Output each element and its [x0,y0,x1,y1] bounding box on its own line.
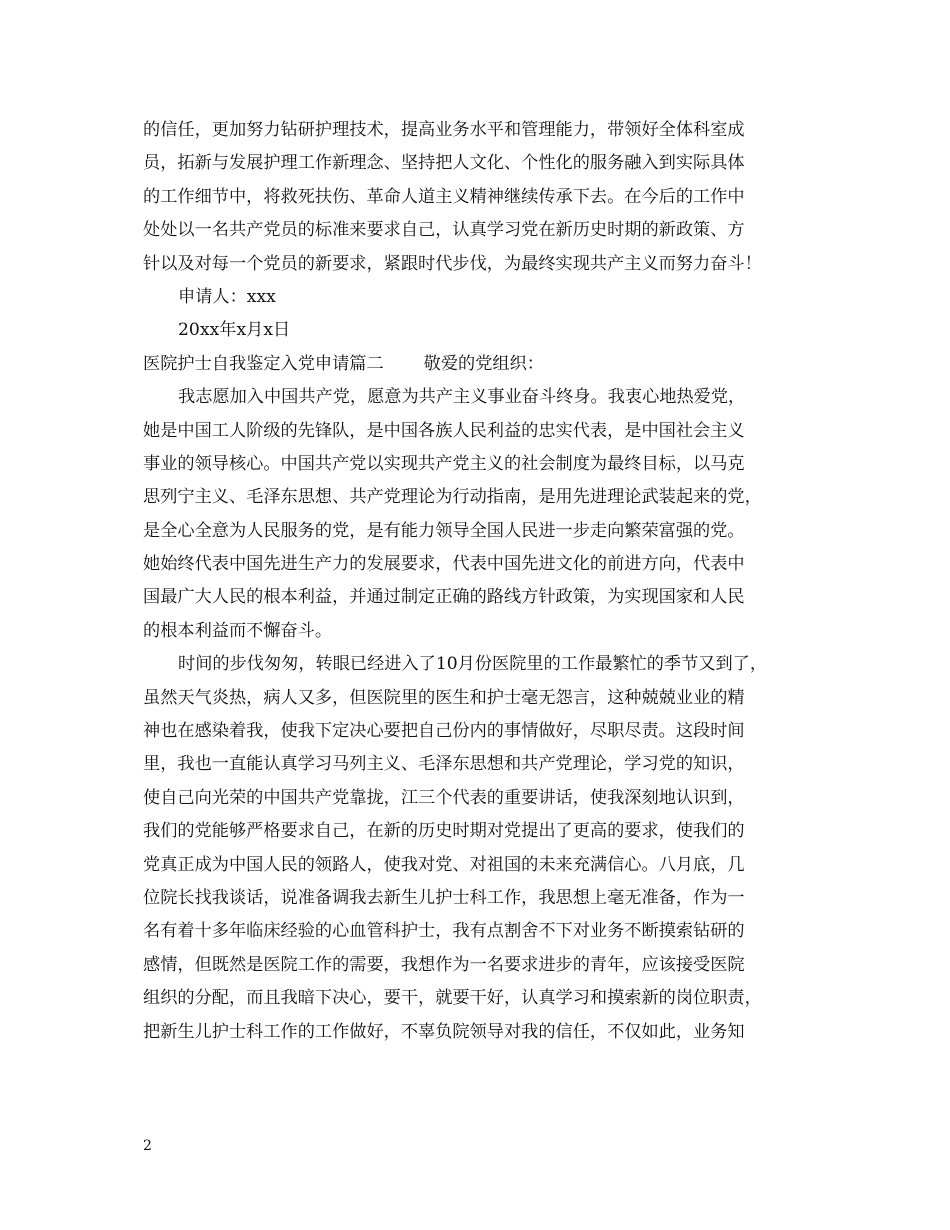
document-body [143,114,811,1049]
text-line: 国最广大人民的根本利益，并通过制定正确的路线方针政策，为实现国家和人民 [143,587,745,608]
text-line: 党真正成为中国人民的领路人，使我对党、对祖国的未来充满信心。八月底，几 [143,854,745,875]
text-line: 事业的领导核心。中国共产党以实现共产党主义的社会制度为最终目标，以马克 [143,453,745,474]
text-line: 的信任，更加努力钻研护理技术，提高业务水平和管理能力，带领好全体科室成 [143,120,745,140]
date-line: 20xx年x月x日 [178,320,291,341]
text-line: 员，拓新与发展护理工作新理念、坚持把人文化、个性化的服务融入到实际具体 [143,153,745,174]
text-line: 的根本利益而不懈奋斗。 [143,620,333,641]
page-number: 2 [143,1138,152,1154]
text-line: 把新生儿护士科工作的工作做好，不辜负院领导对我的信任，不仅如此，业务知 [143,1021,745,1042]
section1-paragraph [143,114,811,281]
salutation: 敬爱的党组织： [423,353,544,374]
text-line: 位院长找我谈话，说准备调我去新生儿护士科工作，我思想上毫无准备，作为一 [143,887,745,908]
text-line: 时间的步伐匆匆，转眼已经进入了10月份医院里的工作最繁忙的季节又到了， [178,654,768,675]
applicant-line: 申请人：xxx [178,286,276,307]
text-line: 感情，但既然是医院工作的需要，我想作为一名要求进步的青年，应该接受医院 [143,954,745,975]
text-line: 组织的分配，而且我暗下决心，要干，就要干好，认真学习和摸索新的岗位职责， [143,988,762,1009]
heading-line [143,348,811,381]
text-line: 是全心全意为人民服务的党，是有能力领导全国人民进一步走向繁荣富强的党。 [143,520,745,541]
section-heading: 医院护士自我鉴定入党申请篇二 [143,353,384,374]
text-line: 里，我也一直能认真学习马列主义、毛泽东思想和共产党理论，学习党的知识， [143,754,745,775]
text-line: 针以及对每一个党员的新要求，紧跟时代步伐，为最终实现共产主义而努力奋斗！ [143,253,762,274]
text-line: 我们的党能够严格要求自己，在新的历史时期对党提出了更高的要求，使我们的 [143,821,745,842]
text-line: 我志愿加入中国共产党，愿意为共产主义事业奋斗终身。我衷心地热爱党， [178,387,746,408]
text-line: 处处以一名共产党员的标准来要求自己，认真学习党在新历史时期的新政策、方 [143,220,745,241]
paragraph-1 [143,381,811,648]
text-line: 她是中国工人阶级的先锋队，是中国各族人民利益的忠实代表，是中国社会主义 [143,420,745,441]
text-line: 名有着十多年临床经验的心血管科护士，我有点割舍不下对业务不断摸索钻研的 [143,921,745,942]
text-line: 她始终代表中国先进生产力的发展要求，代表中国先进文化的前进方向，代表中 [143,554,745,575]
text-line: 的工作细节中，将救死扶伤、革命人道主义精神继续传承下去。在今后的工作中 [143,186,745,207]
text-line: 虽然天气炎热，病人又多，但医院里的医生和护士毫无怨言，这种兢兢业业的精 [143,687,745,708]
text-line: 思列宁主义、毛泽东思想、共产党理论为行动指南，是用先进理论武装起来的党， [143,487,762,508]
paragraph-2 [143,648,811,1049]
text-line: 使自己向光荣的中国共产党靠拢，江三个代表的重要讲话，使我深刻地认识到， [143,787,745,808]
text-line: 神也在感染着我，使我下定决心要把自己份内的事情做好，尽职尽责。这段时间 [143,721,745,742]
